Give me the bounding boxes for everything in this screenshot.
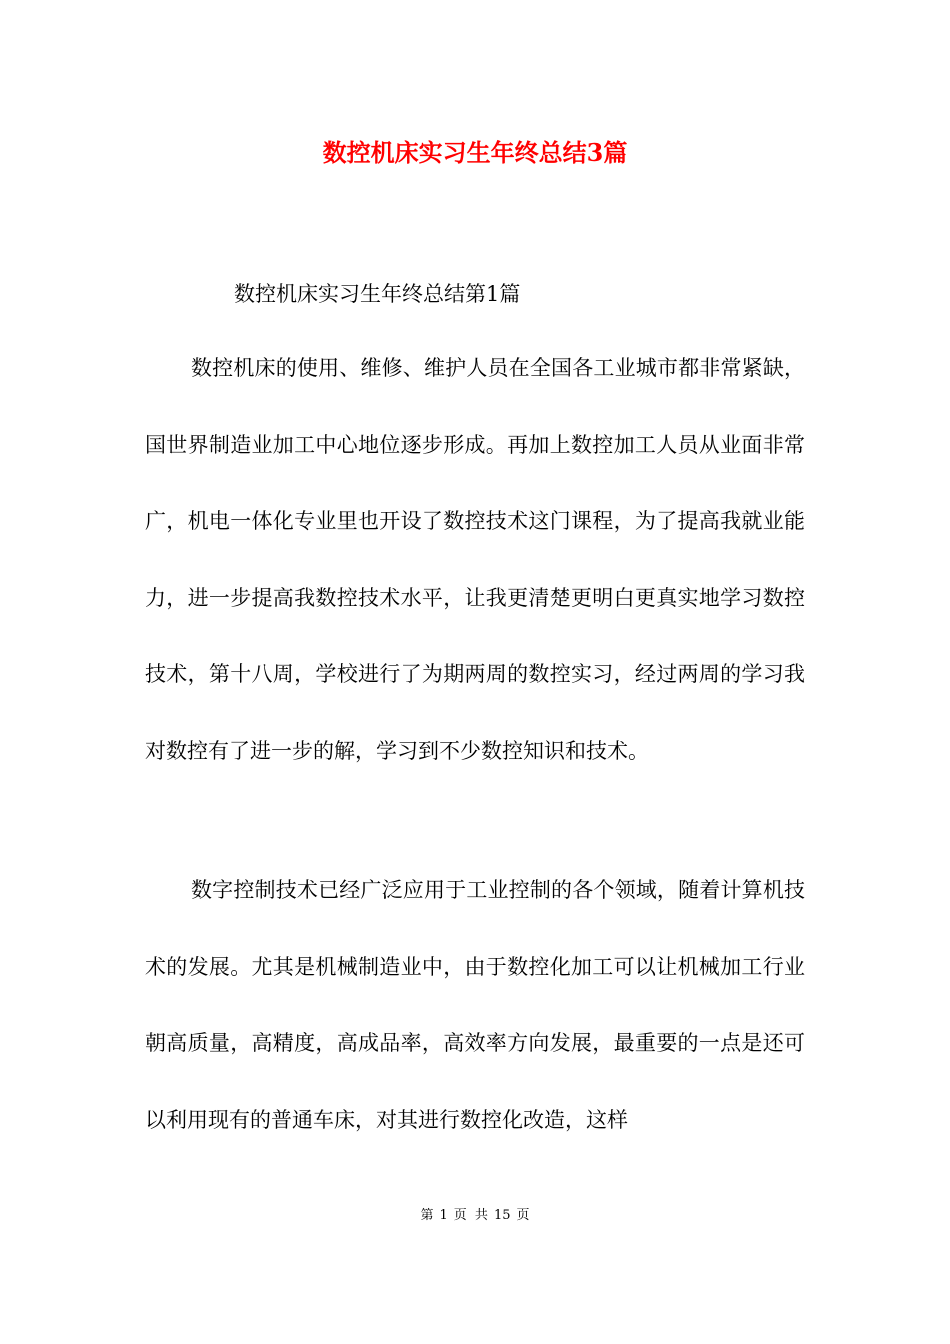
document-title: 数控机床实习生年终总结3篇: [322, 138, 628, 167]
section-heading: 数控机床实习生年终总结第1篇: [234, 282, 521, 306]
body-paragraph-1: 数控机床的使用、维修、维护人员在全国各工业城市都非常紧缺，国世界制造业加工中心地位逐步形成。再加上数控加工人员从业面非常广，机电一体化专业里也开设了数控技术这门课程，为了提高我就业能力，进一步提高我数控技术水平，让我更清楚更明白更真实地学习数控技术，第十八周，学校进行了为期两周的数控实习，经过两周的学习我对数控有了进一步的解，学习到不少数控知识和技术。: [145, 356, 805, 763]
footer-suffix: 页: [516, 1208, 530, 1223]
footer-current-page: 1: [439, 1208, 448, 1223]
footer-prefix: 第: [420, 1208, 434, 1223]
footer-middle: 页 共: [453, 1208, 488, 1223]
footer-total-pages: 15: [493, 1208, 511, 1223]
page-footer: [0, 1206, 950, 1226]
body-paragraph-2: 数字控制技术已经广泛应用于工业控制的各个领域，随着计算机技术的发展。尤其是机械制造业中，由于数控化加工可以让机械加工行业朝高质量，高精度，高成品率，高效率方向发展，最重要的一点是还可以利用现有的普通车床，对其进行数控化改造，这样: [145, 878, 805, 1132]
